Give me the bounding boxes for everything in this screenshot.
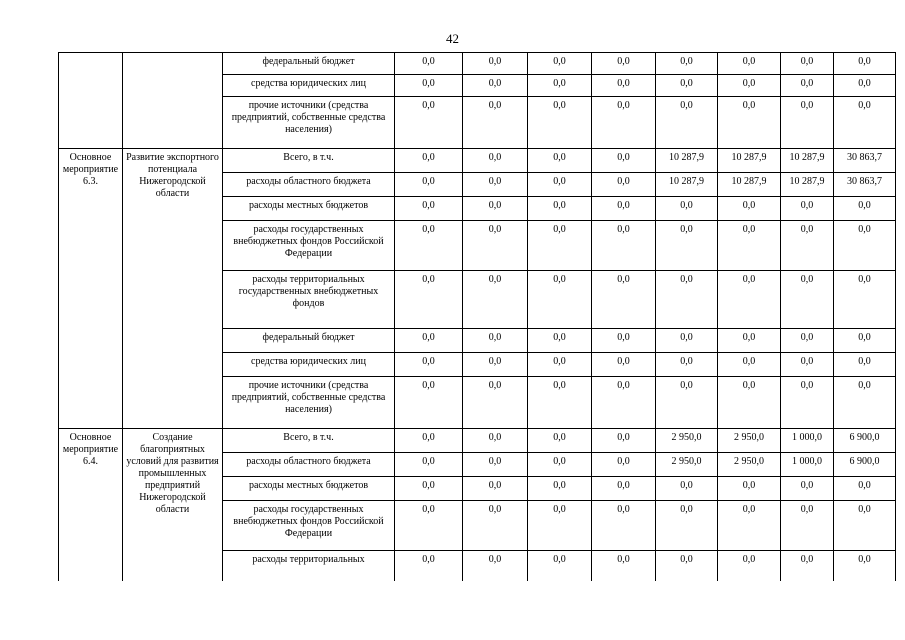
value-cell: 0,0 — [463, 429, 528, 453]
value-cell: 0,0 — [463, 477, 528, 501]
funding-source-cell: прочие источники (средства предприятий, собственные средства населения) — [223, 377, 395, 429]
value-cell: 10 287,9 — [656, 149, 718, 173]
value-cell: 0,0 — [656, 501, 718, 551]
value-cell: 10 287,9 — [718, 149, 781, 173]
value-cell: 0,0 — [463, 53, 528, 75]
value-cell: 0,0 — [592, 353, 656, 377]
value-cell: 0,0 — [718, 75, 781, 97]
value-cell: 0,0 — [592, 149, 656, 173]
value-cell: 0,0 — [463, 221, 528, 271]
value-cell: 0,0 — [463, 149, 528, 173]
value-cell: 0,0 — [592, 429, 656, 453]
value-cell: 0,0 — [463, 173, 528, 197]
value-cell: 2 950,0 — [656, 453, 718, 477]
value-cell: 0,0 — [781, 221, 834, 271]
value-cell: 0,0 — [834, 97, 896, 149]
value-cell: 0,0 — [592, 173, 656, 197]
value-cell: 0,0 — [592, 75, 656, 97]
value-cell: 0,0 — [781, 377, 834, 429]
value-cell: 0,0 — [463, 551, 528, 581]
value-cell: 0,0 — [528, 353, 592, 377]
value-cell: 6 900,0 — [834, 453, 896, 477]
value-cell: 0,0 — [395, 551, 463, 581]
value-cell: 0,0 — [834, 353, 896, 377]
value-cell: 0,0 — [592, 477, 656, 501]
value-cell: 2 950,0 — [656, 429, 718, 453]
value-cell: 0,0 — [781, 477, 834, 501]
value-cell: 0,0 — [463, 329, 528, 353]
value-cell: 0,0 — [528, 551, 592, 581]
value-cell: 1 000,0 — [781, 429, 834, 453]
value-cell: 0,0 — [781, 501, 834, 551]
value-cell: 0,0 — [395, 75, 463, 97]
funding-source-cell: Всего, в т.ч. — [223, 149, 395, 173]
funding-source-cell: расходы государственных внебюджетных фондов Российской Федерации — [223, 221, 395, 271]
value-cell: 2 950,0 — [718, 453, 781, 477]
table-row — [59, 53, 896, 75]
value-cell: 0,0 — [528, 377, 592, 429]
activity-name-cell: Развитие экспортного потенциала Нижегородской области — [123, 149, 223, 429]
value-cell: 0,0 — [395, 329, 463, 353]
value-cell: 1 000,0 — [781, 453, 834, 477]
value-cell: 0,0 — [395, 53, 463, 75]
table-body — [59, 53, 896, 581]
funding-source-cell: прочие источники (средства предприятий, собственные средства населения) — [223, 97, 395, 149]
value-cell: 0,0 — [656, 353, 718, 377]
funding-source-cell: федеральный бюджет — [223, 329, 395, 353]
funding-source-cell: расходы областного бюджета — [223, 173, 395, 197]
funding-source-cell: расходы местных бюджетов — [223, 197, 395, 221]
value-cell: 0,0 — [781, 271, 834, 329]
value-cell: 0,0 — [528, 221, 592, 271]
value-cell: 0,0 — [592, 53, 656, 75]
value-cell: 0,0 — [718, 197, 781, 221]
value-cell: 6 900,0 — [834, 429, 896, 453]
value-cell: 2 950,0 — [718, 429, 781, 453]
value-cell: 0,0 — [395, 477, 463, 501]
value-cell: 0,0 — [395, 271, 463, 329]
value-cell: 0,0 — [718, 97, 781, 149]
value-cell: 0,0 — [592, 271, 656, 329]
financing-table — [58, 52, 896, 581]
value-cell: 0,0 — [834, 53, 896, 75]
value-cell: 0,0 — [592, 329, 656, 353]
value-cell: 0,0 — [592, 453, 656, 477]
value-cell: 0,0 — [781, 551, 834, 581]
value-cell: 0,0 — [395, 97, 463, 149]
value-cell: 0,0 — [528, 75, 592, 97]
value-cell: 0,0 — [395, 149, 463, 173]
value-cell: 0,0 — [834, 75, 896, 97]
value-cell: 0,0 — [656, 477, 718, 501]
value-cell: 0,0 — [781, 75, 834, 97]
value-cell: 0,0 — [395, 173, 463, 197]
funding-source-cell: Всего, в т.ч. — [223, 429, 395, 453]
value-cell: 0,0 — [656, 377, 718, 429]
value-cell: 0,0 — [781, 53, 834, 75]
funding-source-cell: федеральный бюджет — [223, 53, 395, 75]
value-cell: 0,0 — [463, 453, 528, 477]
value-cell: 0,0 — [781, 97, 834, 149]
funding-source-cell: расходы областного бюджета — [223, 453, 395, 477]
value-cell: 0,0 — [718, 53, 781, 75]
value-cell: 0,0 — [834, 377, 896, 429]
value-cell: 10 287,9 — [718, 173, 781, 197]
funding-source-cell: расходы местных бюджетов — [223, 477, 395, 501]
value-cell: 30 863,7 — [834, 149, 896, 173]
activity-code-cell: Основное мероприятие 6.4. — [59, 429, 123, 581]
value-cell: 0,0 — [528, 271, 592, 329]
value-cell: 0,0 — [781, 197, 834, 221]
value-cell: 0,0 — [463, 197, 528, 221]
value-cell: 0,0 — [718, 353, 781, 377]
value-cell: 0,0 — [528, 149, 592, 173]
value-cell: 0,0 — [395, 221, 463, 271]
value-cell: 0,0 — [395, 501, 463, 551]
value-cell: 0,0 — [395, 377, 463, 429]
value-cell: 0,0 — [528, 477, 592, 501]
value-cell: 0,0 — [463, 97, 528, 149]
value-cell: 0,0 — [718, 221, 781, 271]
value-cell: 0,0 — [528, 53, 592, 75]
value-cell: 0,0 — [528, 197, 592, 221]
value-cell: 0,0 — [592, 501, 656, 551]
value-cell: 0,0 — [834, 221, 896, 271]
value-cell: 0,0 — [528, 429, 592, 453]
value-cell: 0,0 — [592, 197, 656, 221]
value-cell: 0,0 — [592, 97, 656, 149]
value-cell: 0,0 — [834, 329, 896, 353]
value-cell: 0,0 — [718, 271, 781, 329]
funding-source-cell: расходы государственных внебюджетных фондов Российской Федерации — [223, 501, 395, 551]
value-cell: 0,0 — [463, 353, 528, 377]
value-cell: 0,0 — [656, 221, 718, 271]
value-cell: 0,0 — [528, 329, 592, 353]
value-cell: 0,0 — [781, 329, 834, 353]
value-cell: 0,0 — [592, 551, 656, 581]
value-cell: 0,0 — [656, 53, 718, 75]
value-cell: 0,0 — [656, 197, 718, 221]
value-cell: 0,0 — [834, 551, 896, 581]
value-cell: 0,0 — [834, 501, 896, 551]
value-cell: 0,0 — [656, 97, 718, 149]
value-cell: 0,0 — [834, 477, 896, 501]
value-cell: 0,0 — [718, 329, 781, 353]
value-cell: 10 287,9 — [781, 173, 834, 197]
activity-name-cell — [123, 53, 223, 149]
value-cell: 0,0 — [656, 551, 718, 581]
funding-source-cell: средства юридических лиц — [223, 353, 395, 377]
value-cell: 0,0 — [656, 329, 718, 353]
value-cell: 0,0 — [528, 501, 592, 551]
value-cell: 0,0 — [718, 377, 781, 429]
value-cell: 0,0 — [781, 353, 834, 377]
value-cell: 0,0 — [395, 453, 463, 477]
value-cell: 0,0 — [718, 501, 781, 551]
value-cell: 0,0 — [463, 501, 528, 551]
value-cell: 0,0 — [528, 173, 592, 197]
value-cell: 0,0 — [834, 197, 896, 221]
table-row — [59, 149, 896, 173]
page-number: 42 — [446, 31, 459, 46]
value-cell: 0,0 — [463, 75, 528, 97]
value-cell: 10 287,9 — [656, 173, 718, 197]
activity-code-cell — [59, 53, 123, 149]
value-cell: 0,0 — [656, 271, 718, 329]
value-cell: 0,0 — [395, 429, 463, 453]
value-cell: 30 863,7 — [834, 173, 896, 197]
value-cell: 0,0 — [592, 221, 656, 271]
value-cell: 0,0 — [463, 377, 528, 429]
value-cell: 0,0 — [656, 75, 718, 97]
funding-source-cell: расходы территориальных государственных внебюджетных фондов — [223, 271, 395, 329]
activity-code-cell: Основное мероприятие 6.3. — [59, 149, 123, 429]
value-cell: 10 287,9 — [781, 149, 834, 173]
value-cell: 0,0 — [592, 377, 656, 429]
activity-name-cell: Создание благоприятных условий для развития промышленных предприятий Нижегородской области — [123, 429, 223, 581]
funding-source-cell: расходы территориальных — [223, 551, 395, 581]
value-cell: 0,0 — [718, 551, 781, 581]
value-cell: 0,0 — [528, 453, 592, 477]
funding-source-cell: средства юридических лиц — [223, 75, 395, 97]
table-row — [59, 429, 896, 453]
value-cell: 0,0 — [463, 271, 528, 329]
value-cell: 0,0 — [834, 271, 896, 329]
value-cell: 0,0 — [395, 197, 463, 221]
value-cell: 0,0 — [395, 353, 463, 377]
value-cell: 0,0 — [718, 477, 781, 501]
value-cell: 0,0 — [528, 97, 592, 149]
